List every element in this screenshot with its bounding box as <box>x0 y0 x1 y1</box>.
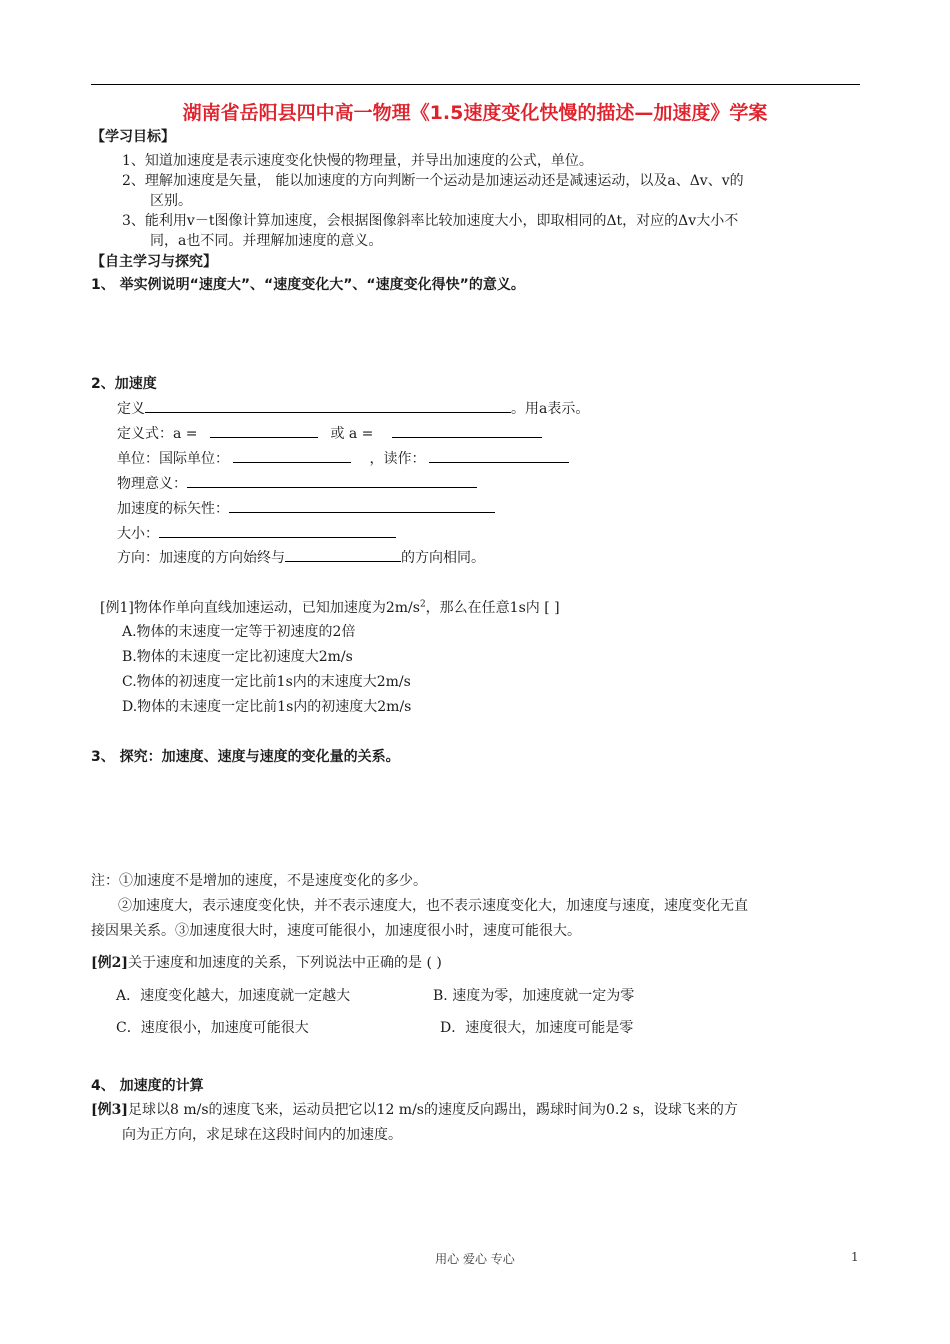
goal-item: 区别。 <box>150 193 192 209</box>
physics-meaning-label: 物理意义： <box>117 476 187 492</box>
note-line-3: 接因果关系。③加速度很大时，速度可能很小，加速度很小时，速度可能很大。 <box>91 923 581 939</box>
example-1-option: D.物体的末速度一定比前1s内的初速度大2m/s <box>122 699 412 715</box>
magnitude-line <box>117 523 396 543</box>
definition-blank[interactable] <box>145 398 511 413</box>
example-3-line-1 <box>91 1099 738 1119</box>
physics-meaning-line <box>117 473 477 493</box>
direction-label: 方向：加速度的方向始终与 <box>117 550 285 566</box>
example-1-tail: ，那么在任意1s内 [ ] <box>425 600 560 616</box>
page-title: 湖南省岳阳县四中高一物理《1.5速度变化快慢的描述—加速度》学案 <box>182 102 768 124</box>
example-2-option: B. 速度为零，加速度就一定为零 <box>433 988 635 1004</box>
formula-or: 或 a = <box>330 426 374 442</box>
example-2-option: A．速度变化越大，加速度就一定越大 <box>116 988 351 1004</box>
example-2-option: C．速度很小，加速度可能很大 <box>116 1020 309 1036</box>
example-1-stem <box>100 597 560 617</box>
magnitude-label: 大小： <box>117 526 159 542</box>
definition-line <box>117 398 589 418</box>
magnitude-blank[interactable] <box>159 523 396 538</box>
question-3: 3、 探究：加速度、速度与速度的变化量的关系。 <box>91 749 400 765</box>
example-1-option: A.物体的末速度一定等于初速度的2倍 <box>122 624 356 640</box>
example-2-tag: [例2] <box>91 955 128 971</box>
example-3-tag: [例3] <box>91 1102 128 1118</box>
direction-blank[interactable] <box>285 547 401 562</box>
example-1-text: 物体作单向直线加速运动，已知加速度为2m/s <box>133 600 420 616</box>
example-2-stem <box>91 952 442 972</box>
note-line-1: 注：①加速度不是增加的速度，不是速度变化的多少。 <box>91 873 427 889</box>
formula-label: 定义式：a = <box>117 426 198 442</box>
definition-label: 定义 <box>117 401 145 417</box>
unit-label: 单位：国际单位： <box>117 451 229 467</box>
example-1-tag: [例1] <box>100 600 134 616</box>
formula-blank-1[interactable] <box>210 423 318 438</box>
unit-read-blank[interactable] <box>429 448 569 463</box>
formula-blank-2[interactable] <box>392 423 542 438</box>
example-1-option: B.物体的末速度一定比初速度大2m/s <box>122 649 353 665</box>
direction-line <box>117 547 485 567</box>
vector-blank[interactable] <box>229 498 495 513</box>
example-2-option: D．速度很大，加速度可能是零 <box>440 1020 634 1036</box>
goal-item: 3、能利用v－t图像计算加速度，会根据图像斜率比较加速度大小，即取相同的Δt，对应的Δv大小不 <box>122 213 739 229</box>
question-1: 1、 举实例说明“速度大”、“速度变化大”、“速度变化得快”的意义。 <box>91 277 525 293</box>
example-1-sup: 2 <box>419 599 426 610</box>
example-3-text: 足球以8 m/s的速度飞来，运动员把它以12 m/s的速度反向踢出，踢球时间为0.2 s，设球飞来的方 <box>128 1102 738 1118</box>
page-number: 1 <box>851 1250 859 1264</box>
question-4: 4、 加速度的计算 <box>91 1078 204 1094</box>
example-3-line-2: 向为正方向，求足球在这段时间内的加速度。 <box>122 1127 402 1143</box>
top-rule <box>91 84 860 85</box>
note-line-2: ②加速度大，表示速度变化快，并不表示速度大，也不表示速度变化大，加速度与速度，速度变化无直 <box>118 898 748 914</box>
self-study-heading: 【自主学习与探究】 <box>91 254 217 270</box>
example-1-option: C.物体的初速度一定比前1s内的末速度大2m/s <box>122 674 411 690</box>
goal-item: 1、知道加速度是表示速度变化快慢的物理量，并导出加速度的公式，单位。 <box>122 153 593 169</box>
vector-line <box>117 498 495 518</box>
unit-read-label: ，读作： <box>369 451 426 467</box>
definition-tail: 。用a表示。 <box>511 401 590 417</box>
question-2: 2、加速度 <box>91 376 157 392</box>
formula-line <box>117 423 542 443</box>
goal-item: 同，a也不同。并理解加速度的意义。 <box>150 233 383 249</box>
footer-motto: 用心 爱心 专心 <box>435 1252 515 1266</box>
goal-item: 2、理解加速度是矢量， 能以加速度的方向判断一个运动是加速运动还是减速运动，以及a、Δv、v的 <box>122 173 744 189</box>
vector-label: 加速度的标矢性： <box>117 501 229 517</box>
direction-tail: 的方向相同。 <box>401 550 485 566</box>
learning-goals-heading: 【学习目标】 <box>91 129 175 145</box>
unit-line <box>117 448 569 468</box>
physics-meaning-blank[interactable] <box>187 473 477 488</box>
example-2-text: 关于速度和加速度的关系，下列说法中正确的是 ( ) <box>128 955 442 971</box>
unit-blank[interactable] <box>233 448 351 463</box>
